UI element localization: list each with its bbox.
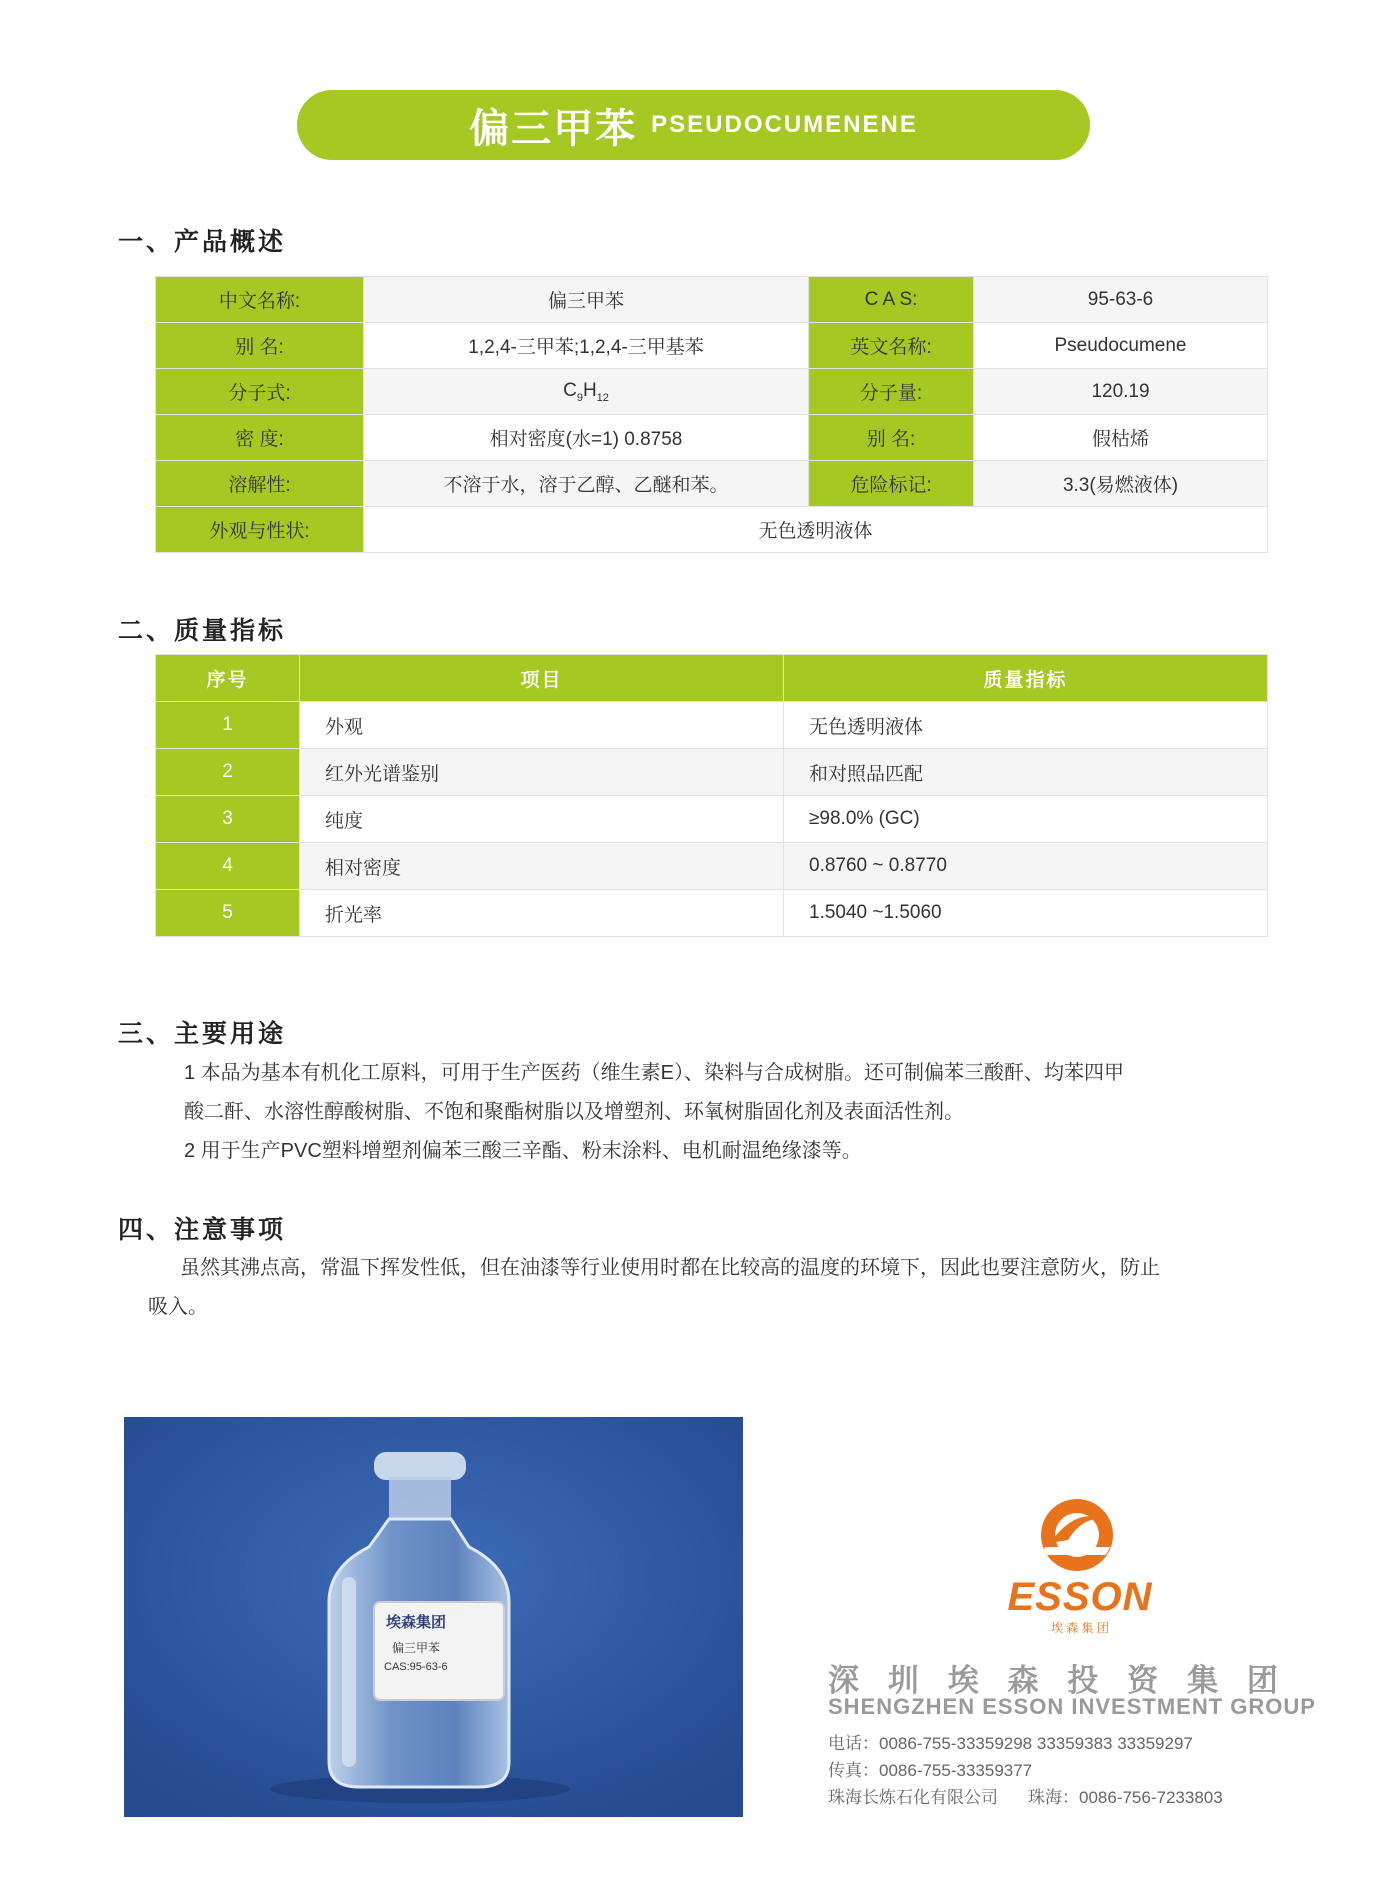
row-number: 3 xyxy=(156,796,300,843)
row-item: 相对密度 xyxy=(300,843,784,890)
cell-label: 溶解性: xyxy=(156,461,364,507)
logo-subtext: 埃 森 集 团 xyxy=(1050,1621,1109,1635)
cell-label: 英文名称: xyxy=(809,323,974,369)
section-heading-uses: 三、主要用途 xyxy=(118,1020,287,1048)
row-spec: 无色透明液体 xyxy=(784,702,1268,749)
row-spec: 和对照品匹配 xyxy=(784,749,1268,796)
uses-line-2: 酸二酐、水溶性醇酸树脂、不饱和聚酯树脂以及增塑剂、环氧树脂固化剂及表面活性剂。 xyxy=(184,1101,964,1123)
table-row xyxy=(156,796,1268,843)
cell-label: 分子量: xyxy=(809,369,974,415)
cell-value: 无色透明液体 xyxy=(364,507,1268,553)
bottle-label-product: 偏三甲苯 xyxy=(392,1641,441,1655)
cell-value: 偏三甲苯 xyxy=(364,277,809,323)
row-number: 4 xyxy=(156,843,300,890)
product-photo xyxy=(124,1417,743,1817)
table-row xyxy=(156,277,1268,323)
cell-value: 120.19 xyxy=(974,369,1268,415)
cell-label: 中文名称: xyxy=(156,277,364,323)
uses-line-1: 1 本品为基本有机化工原料，可用于生产医药（维生素E）、染料与合成树脂。还可制偏苯三酸酐、均苯四甲 xyxy=(184,1062,1125,1084)
cell-value: 95-63-6 xyxy=(974,277,1268,323)
cell-value: 不溶于水，溶于乙醇、乙醚和苯。 xyxy=(364,461,809,507)
company-name-en: SHENGZHEN ESSON INVESTMENT GROUP xyxy=(828,1694,1316,1719)
cell-label: 密 度: xyxy=(156,415,364,461)
section-heading-notes: 四、注意事项 xyxy=(118,1216,287,1244)
overview-table xyxy=(155,276,1268,553)
contact-phone: 电话：0086-755-33359298 33359383 33359297 xyxy=(828,1734,1193,1753)
branch-phone: 珠海：0086-756-7233803 xyxy=(1028,1788,1223,1807)
row-item: 红外光谱鉴别 xyxy=(300,749,784,796)
bottle-label-company: 埃森集团 xyxy=(386,1614,447,1631)
company-char: 团 xyxy=(1246,1663,1278,1698)
uses-line-3: 2 用于生产PVC塑料增塑剂偏苯三酸三辛酯、粉末涂料、电机耐温绝缘漆等。 xyxy=(184,1140,862,1162)
table-row xyxy=(156,890,1268,937)
table-row xyxy=(156,507,1268,553)
molecular-formula xyxy=(364,369,809,415)
column-header: 序号 xyxy=(156,655,300,702)
notes-line-1: 虽然其沸点高，常温下挥发性低，但在油漆等行业使用时都在比较高的温度的环境下，因此也要注意防火，防止 xyxy=(180,1257,1160,1279)
cell-label: 别 名: xyxy=(156,323,364,369)
column-header: 项目 xyxy=(300,655,784,702)
formula-c: C xyxy=(563,379,577,401)
company-char: 资 xyxy=(1127,1663,1159,1698)
row-spec: ≥98.0% (GC) xyxy=(784,796,1268,843)
title-en: PSEUDOCUMENENE xyxy=(651,111,918,138)
row-spec: 1.5040 ~1.5060 xyxy=(784,890,1268,937)
row-item: 折光率 xyxy=(300,890,784,937)
table-row xyxy=(156,323,1268,369)
formula-h: H xyxy=(582,379,597,401)
bottle-label-cas: CAS:95-63-6 xyxy=(384,1661,448,1673)
table-row xyxy=(156,702,1268,749)
cell-label: 外观与性状: xyxy=(156,507,364,553)
quality-table xyxy=(155,654,1268,937)
table-row xyxy=(156,461,1268,507)
title-cn: 偏三甲苯 xyxy=(469,106,638,151)
table-row xyxy=(156,843,1268,890)
row-number: 2 xyxy=(156,749,300,796)
row-number: 5 xyxy=(156,890,300,937)
branch-name: 珠海长炼石化有限公司 xyxy=(828,1788,998,1807)
contact-fax: 传真：0086-755-33359377 xyxy=(828,1761,1033,1780)
cell-label: 危险标记: xyxy=(809,461,974,507)
company-char: 埃 xyxy=(947,1663,979,1698)
table-row xyxy=(156,369,1268,415)
row-item: 外观 xyxy=(300,702,784,749)
table-row xyxy=(156,749,1268,796)
cell-label: 别 名: xyxy=(809,415,974,461)
company-char: 森 xyxy=(1007,1663,1039,1698)
table-row xyxy=(156,415,1268,461)
cell-value: 1,2,4-三甲苯;1,2,4-三甲基苯 xyxy=(364,323,809,369)
notes-line-2: 吸入。 xyxy=(148,1296,208,1318)
company-char: 圳 xyxy=(887,1663,919,1698)
row-spec: 0.8760 ~ 0.8770 xyxy=(784,843,1268,890)
table-header-row xyxy=(156,655,1268,702)
cell-value: Pseudocumene xyxy=(974,323,1268,369)
company-char: 投 xyxy=(1067,1663,1099,1698)
formula-c-sub: 9 xyxy=(576,391,583,404)
cell-label: C A S: xyxy=(809,277,974,323)
cell-label: 分子式: xyxy=(156,369,364,415)
row-item: 纯度 xyxy=(300,796,784,843)
cell-value: 假枯烯 xyxy=(974,415,1268,461)
column-header: 质量指标 xyxy=(784,655,1268,702)
title-banner xyxy=(297,90,1090,160)
company-char: 集 xyxy=(1187,1663,1219,1698)
cell-value: 3.3(易燃液体) xyxy=(974,461,1268,507)
esson-logo xyxy=(990,1495,1170,1635)
section-heading-quality: 二、质量指标 xyxy=(118,617,287,645)
section-heading-overview: 一、产品概述 xyxy=(118,228,287,256)
cell-value: 相对密度(水=1) 0.8758 xyxy=(364,415,809,461)
company-char: 深 xyxy=(828,1663,859,1698)
row-number: 1 xyxy=(156,702,300,749)
formula-h-sub: 12 xyxy=(596,391,609,404)
logo-text: ESSON xyxy=(1007,1575,1153,1619)
